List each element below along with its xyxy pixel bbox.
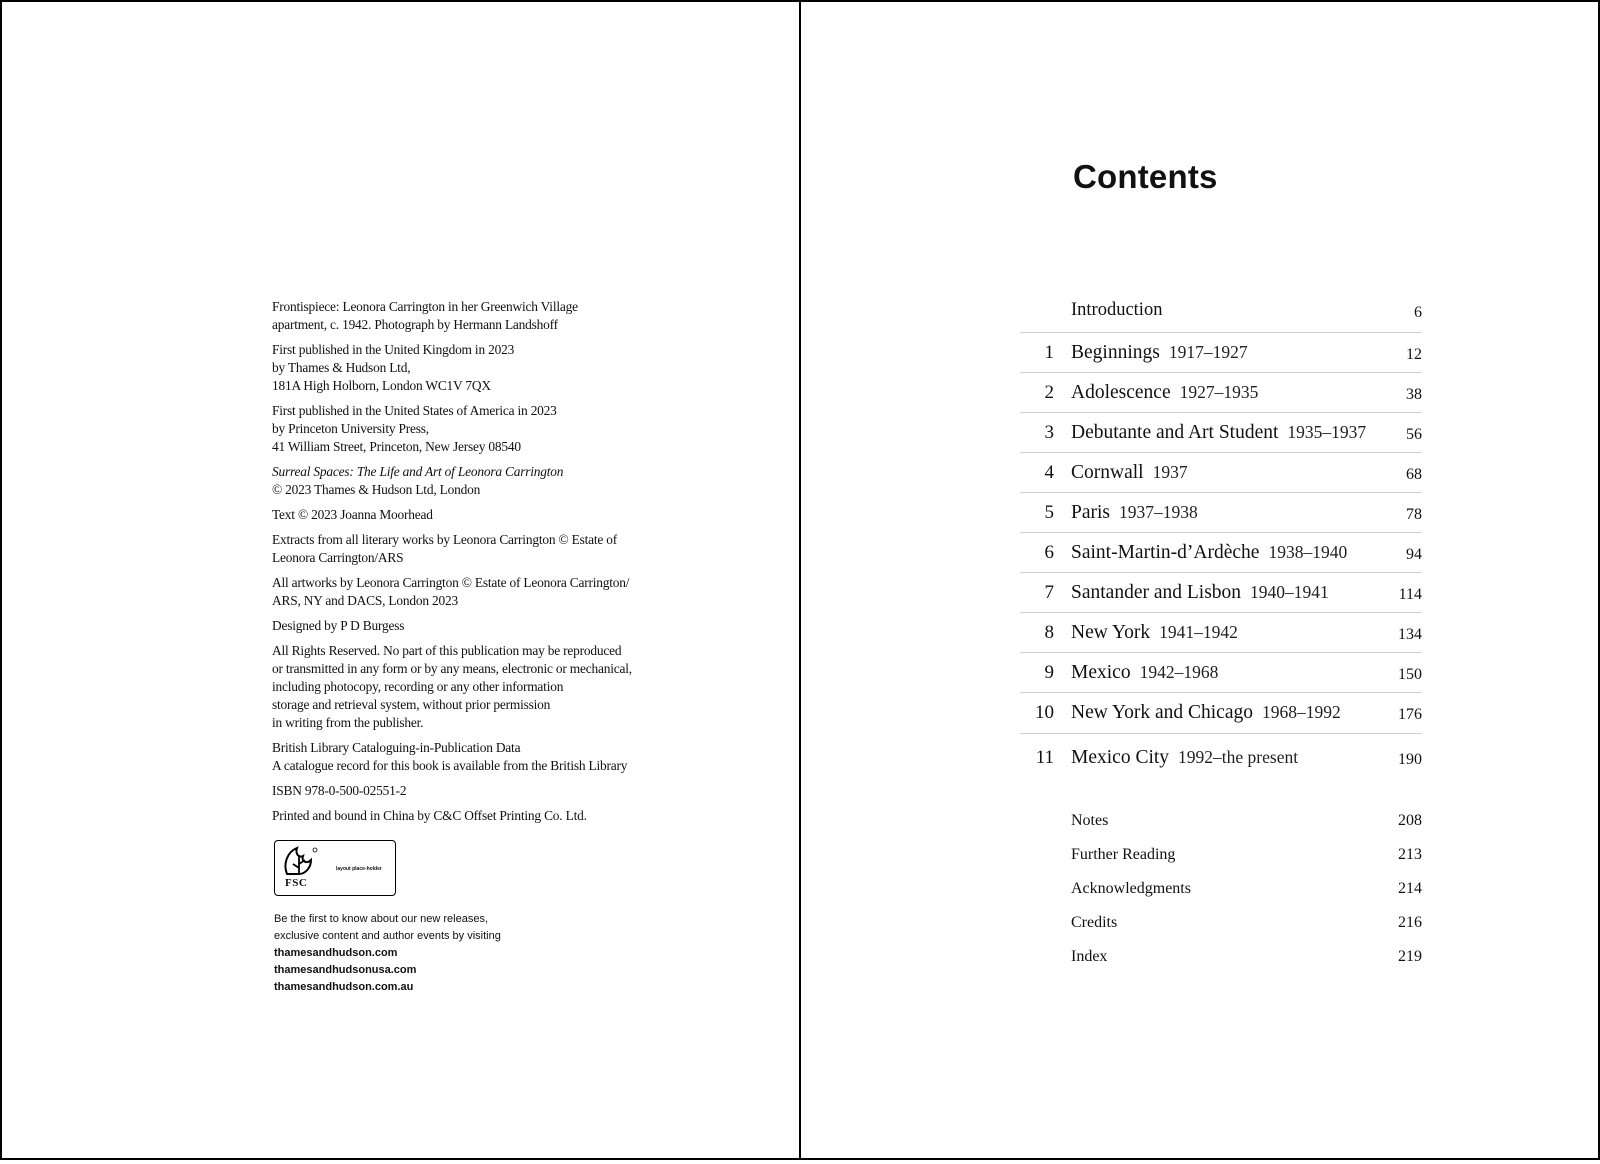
website-link-au[interactable]: thamesandhudson.com.au [274, 981, 414, 993]
imprint-paragraph [272, 402, 692, 456]
imprint-line: Leonora Carrington/ARS [272, 550, 404, 565]
toc-chapter-years: 1992–the present [1178, 747, 1299, 767]
toc-entry-page: 176 [1398, 706, 1422, 723]
toc-chapter-number: 7 [1044, 582, 1054, 603]
toc-entry-title: Acknowledgments [1071, 880, 1191, 897]
imprint-line: Frontispiece: Leonora Carrington in her Greenwich Village [272, 299, 578, 314]
toc-entry-chapter[interactable] [1020, 452, 1422, 492]
imprint-paragraph [272, 739, 692, 775]
toc-chapter-number: 3 [1044, 422, 1054, 443]
toc-chapter-number: 2 [1044, 382, 1054, 403]
toc-entry-page: 190 [1398, 751, 1422, 768]
imprint-block [272, 298, 692, 832]
toc-entry-page: 38 [1406, 386, 1422, 403]
toc-chapter-years: 1937 [1152, 462, 1188, 482]
toc-entry-page: 216 [1398, 914, 1422, 931]
imprint-paragraph [272, 298, 692, 334]
toc-chapter-years: 1935–1937 [1287, 422, 1367, 442]
toc-entry-title [1071, 622, 1238, 644]
toc-chapter-title: Cornwall [1071, 462, 1144, 483]
toc-entry-page: 114 [1398, 586, 1422, 603]
toc-chapter-years: 1941–1942 [1159, 622, 1238, 642]
toc-entry-title [1071, 342, 1248, 364]
imprint-paragraph [272, 506, 692, 524]
toc-entry-title [1071, 542, 1347, 564]
toc-entry-page: 208 [1398, 812, 1422, 829]
imprint-line: in writing from the publisher. [272, 715, 424, 730]
toc-entry-title [1071, 662, 1218, 684]
imprint-line: Extracts from all literary works by Leonora Carrington © Estate of [272, 532, 618, 547]
imprint-line: All Rights Reserved. No part of this publication may be reproduced [272, 643, 622, 658]
imprint-line: Printed and bound in China by C&C Offset Printing Co. Ltd. [272, 808, 587, 823]
toc-entry-page: 68 [1406, 466, 1422, 483]
imprint-line: All artworks by Leonora Carrington © Estate of Leonora Carrington/ [272, 575, 630, 590]
toc-chapter-title: New York [1071, 622, 1151, 643]
toc-chapter-number: 10 [1035, 702, 1054, 723]
imprint-line: ISBN 978-0-500-02551-2 [272, 783, 407, 798]
toc-chapter-title: Beginnings [1071, 342, 1160, 363]
toc-entry-chapter[interactable] [1020, 412, 1422, 452]
imprint-line: British Library Cataloguing-in-Publication Data [272, 740, 521, 755]
toc-chapter-title: Saint-Martin-d’Ardèche [1071, 542, 1260, 563]
toc-entry-back-matter[interactable] [1071, 914, 1422, 936]
toc-entry-title [1071, 582, 1329, 604]
toc-chapter-title: Santander and Lisbon [1071, 582, 1242, 603]
imprint-line: or transmitted in any form or by any means, electronic or mechanical, [272, 661, 632, 676]
fsc-mark-text: FSC [285, 877, 308, 889]
fsc-logo-box [274, 840, 396, 896]
toc-entry-page: 12 [1406, 346, 1422, 363]
toc-entry-chapter[interactable] [1020, 692, 1422, 732]
imprint-paragraph [272, 642, 692, 732]
promo-block [274, 911, 604, 996]
toc-entry-page: 94 [1406, 546, 1422, 563]
imprint-line: storage and retrieval system, without prior permission [272, 697, 551, 712]
fsc-tree-logo-icon [281, 844, 321, 878]
toc-chapter-years: 1927–1935 [1179, 382, 1259, 402]
imprint-line: © 2023 Thames & Hudson Ltd, London [272, 482, 481, 497]
toc-entry-back-matter[interactable] [1071, 880, 1422, 902]
imprint-paragraph [272, 531, 692, 567]
toc-entry-title [1071, 502, 1198, 524]
toc-entry-chapter[interactable] [1020, 652, 1422, 692]
contents-title: Contents [1073, 158, 1218, 195]
toc-entry-page: 150 [1398, 666, 1422, 683]
toc-chapter-number: 4 [1044, 462, 1054, 483]
toc-entry-page: 78 [1406, 506, 1422, 523]
imprint-paragraph [272, 341, 692, 395]
imprint-paragraph [272, 463, 692, 499]
toc-entry-title [1071, 747, 1298, 769]
promo-line: exclusive content and author events by visiting [274, 930, 501, 942]
imprint-line: First published in the United States of America in 2023 [272, 403, 557, 418]
toc-chapter-title: Adolescence [1071, 382, 1171, 403]
copyright-page [0, 0, 801, 1160]
imprint-line: Text © 2023 Joanna Moorhead [272, 507, 433, 522]
imprint-line: First published in the United Kingdom in 2023 [272, 342, 515, 357]
toc-chapter-title: Paris [1071, 502, 1110, 523]
toc-chapter-years: 1938–1940 [1268, 542, 1348, 562]
toc-entry-title: Notes [1071, 812, 1109, 829]
toc-entry-title: Introduction [1071, 300, 1163, 320]
toc-chapter-title: New York and Chicago [1071, 702, 1253, 723]
imprint-line: including photocopy, recording or any other information [272, 679, 564, 694]
toc-chapter-number: 6 [1044, 542, 1054, 563]
imprint-paragraph [272, 782, 692, 800]
imprint-line: apartment, c. 1942. Photograph by Hermann Landshoff [272, 317, 558, 332]
imprint-line: by Princeton University Press, [272, 421, 429, 436]
website-link-uk[interactable]: thamesandhudson.com [274, 947, 398, 959]
imprint-line: by Thames & Hudson Ltd, [272, 360, 411, 375]
toc-chapter-number: 8 [1044, 622, 1054, 643]
toc-chapter-title: Debutante and Art Student [1071, 422, 1279, 443]
toc-entry-page: 56 [1406, 426, 1422, 443]
toc-chapter-number: 9 [1044, 662, 1054, 683]
toc-entry-chapter[interactable] [1020, 612, 1422, 652]
toc-entry-title [1071, 462, 1188, 484]
toc-entry-chapter[interactable] [1020, 733, 1422, 777]
toc-entry-title [1071, 422, 1366, 444]
imprint-line: Surreal Spaces: The Life and Art of Leonora Carrington [272, 464, 564, 479]
toc-entry-title: Further Reading [1071, 846, 1176, 863]
toc-chapter-title: Mexico City [1071, 747, 1170, 768]
toc-entry-page: 219 [1398, 948, 1422, 965]
toc-chapter-number: 11 [1035, 747, 1054, 768]
imprint-line: 181A High Holborn, London WC1V 7QX [272, 378, 491, 393]
toc-chapter-years: 1942–1968 [1139, 662, 1219, 682]
toc-entry-page: 214 [1398, 880, 1422, 897]
toc-entry-title: Index [1071, 948, 1108, 965]
toc-entry-chapter[interactable] [1020, 572, 1422, 612]
toc-entry-page: 6 [1414, 304, 1422, 321]
toc-entry-page: 213 [1398, 846, 1422, 863]
promo-line: Be the first to know about our new releases, [274, 913, 489, 925]
imprint-line: A catalogue record for this book is available from the British Library [272, 758, 628, 773]
fsc-placeholder-label: layout place-holder [336, 866, 382, 872]
imprint-line: ARS, NY and DACS, London 2023 [272, 593, 459, 608]
toc-chapter-years: 1917–1927 [1168, 342, 1248, 362]
imprint-paragraph [272, 617, 692, 635]
toc-entry-chapter[interactable] [1020, 332, 1422, 372]
toc-entry-chapter[interactable] [1020, 492, 1422, 532]
toc-entry-title: Credits [1071, 914, 1118, 931]
website-link-usa[interactable]: thamesandhudsonusa.com [274, 964, 417, 976]
toc-chapter-years: 1968–1992 [1261, 702, 1341, 722]
toc-chapter-number: 5 [1044, 502, 1054, 523]
toc-entry-back-matter[interactable] [1071, 812, 1422, 834]
toc-entry-title [1071, 702, 1341, 724]
toc-entry-chapter[interactable] [1020, 532, 1422, 572]
imprint-line: 41 William Street, Princeton, New Jersey 08540 [272, 439, 521, 454]
toc-entry-introduction[interactable] [1020, 290, 1422, 330]
toc-entry-page: 134 [1398, 626, 1422, 643]
toc-chapter-years: 1937–1938 [1119, 502, 1198, 522]
imprint-line: Designed by P D Burgess [272, 618, 405, 633]
toc-entry-back-matter[interactable] [1071, 846, 1422, 868]
toc-entry-chapter[interactable] [1020, 372, 1422, 412]
toc-entry-title [1071, 382, 1258, 404]
imprint-paragraph [272, 574, 692, 610]
toc-chapter-title: Mexico [1071, 662, 1131, 683]
toc-entry-back-matter[interactable] [1071, 948, 1422, 970]
toc-chapter-number: 1 [1044, 342, 1054, 363]
toc-chapter-years: 1940–1941 [1250, 582, 1329, 602]
imprint-paragraph [272, 807, 692, 825]
